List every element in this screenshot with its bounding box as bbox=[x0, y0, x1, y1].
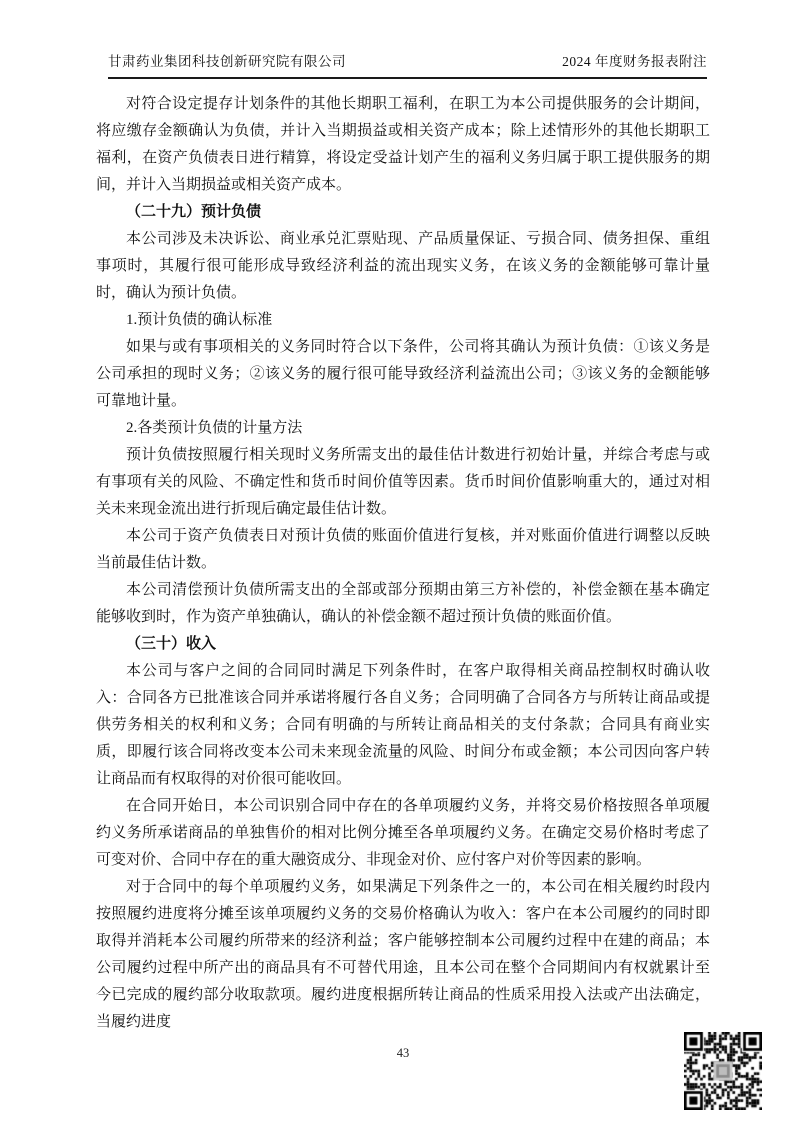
subsection-heading: 1.预计负债的确认标准 bbox=[126, 312, 273, 328]
document-body bbox=[96, 91, 710, 1036]
paragraph: 本公司于资产负债表日对预计负债的账面价值进行复核，并对账面价值进行调整以反映当前最佳估计数。 bbox=[96, 528, 710, 571]
paragraph: 本公司清偿预计负债所需支出的全部或部分预期由第三方补偿的，补偿金额在基本确定能够收到时，作为资产单独确认，确认的补偿金额不超过预计负债的账面价值。 bbox=[96, 582, 710, 625]
paragraph: 本公司涉及未决诉讼、商业承兑汇票贴现、产品质量保证、亏损合同、债务担保、重组事项时，其履行很可能形成导致经济利益的流出现实义务，在该义务的金额能够可靠计量时，确认为预计负债。 bbox=[96, 231, 710, 301]
paragraph: 如果与或有事项相关的义务同时符合以下条件，公司将其确认为预计负债：①该义务是公司承担的现时义务；②该义务的履行很可能导致经济利益流出公司；③该义务的金额能够可靠地计量。 bbox=[96, 339, 710, 409]
paragraph: 本公司与客户之间的合同同时满足下列条件时，在客户取得相关商品控制权时确认收入：合同各方已批准该合同并承诺将履行各自义务；合同明确了合同各方与所转让商品或提供劳务相关的权利和义务；合同有明确的与所转让商品相关的支付条款；合同具有商业实质，即履行该合同将改变本公司未来现金流量的风险、时间分布或金额；本公司因向客户转让商品而有权取得的对价很可能收回。 bbox=[96, 663, 710, 787]
report-title: 2024 年度财务报表附注 bbox=[562, 54, 707, 69]
section-heading: （二十九）预计负债 bbox=[126, 204, 262, 220]
subsection-heading: 2.各类预计负债的计量方法 bbox=[126, 420, 303, 436]
company-name: 甘肃药业集团科技创新研究院有限公司 bbox=[108, 54, 346, 69]
section-heading: （三十）收入 bbox=[126, 636, 217, 652]
paragraph: 对符合设定提存计划条件的其他长期职工福利，在职工为本公司提供服务的会计期间，将应缴存金额确认为负债，并计入当期损益或相关资产成本；除上述情形外的其他长期职工福利，在资产负债表日进行精算，将设定受益计划产生的福利义务归属于职工提供服务的期间，并计入当期损益或相关资产成本。 bbox=[96, 96, 710, 193]
paragraph: 在合同开始日，本公司识别合同中存在的各单项履约义务，并将交易价格按照各单项履约义务所承诺商品的单独售价的相对比例分摊至各单项履约义务。在确定交易价格时考虑了可变对价、合同中存在的重大融资成分、非现金对价、应付客户对价等因素的影响。 bbox=[96, 798, 710, 868]
paragraph: 对于合同中的每个单项履约义务，如果满足下列条件之一的，本公司在相关履约时段内按照履约进度将分摊至该单项履约义务的交易价格确认为收入：客户在本公司履约的同时即取得并消耗本公司履约所带来的经济利益；客户能够控制本公司履约过程中在建的商品；本公司履约过程中所产出的商品具有不可替代用途，且本公司在整个合同期间内有权就累计至今已完成的履约部分收取款项。履约进度根据所转让商品的性质采用投入法或产出法确定，当履约进度 bbox=[96, 879, 710, 1030]
qr-code-container bbox=[684, 1032, 762, 1110]
qr-code-icon bbox=[684, 1032, 762, 1110]
page-header bbox=[108, 50, 707, 79]
page-number: 43 bbox=[396, 1046, 410, 1060]
paragraph: 预计负债按照履行相关现时义务所需支出的最佳估计数进行初始计量，并综合考虑与或有事项有关的风险、不确定性和货币时间价值等因素。货币时间价值影响重大的，通过对相关未来现金流出进行折现后确定最佳估计数。 bbox=[96, 447, 710, 517]
